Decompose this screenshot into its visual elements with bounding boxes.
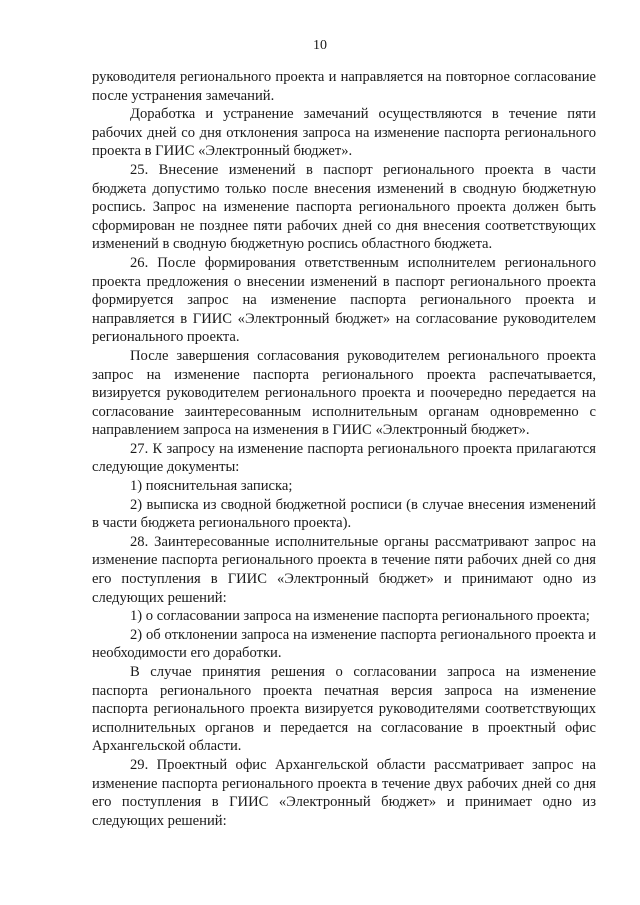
paragraph: После завершения согласования руководителем регионального проекта запрос на изменение паспорта регионального проекта распечатывается, визируется руководителем регионального проекта и поочередно передается на согласование заинтересованным исполнительным органам одновременно с направлением запроса на изменения в ГИИС «Электронный бюджет».	[92, 347, 596, 439]
paragraph: Доработка и устранение замечаний осуществляются в течение пяти рабочих дней со дня отклонения запроса на изменение паспорта регионального проекта в ГИИС «Электронный бюджет».	[92, 106, 596, 160]
list-item: 1) пояснительная записка;	[130, 478, 293, 495]
paragraph: 27. К запросу на изменение паспорта регионального проекта прилагаются следующие документы:	[92, 440, 596, 476]
paragraph: 25. Внесение изменений в паспорт регионального проекта в части бюджета допустимо только после внесения изменений в сводную бюджетную роспись. Запрос на изменение паспорта регионального проекта должен быть сформирован не позднее пяти рабочих дней со дня внесения соответствующих изменений в сводную бюджетную роспись областного бюджета.	[92, 161, 596, 253]
list-item: 1) о согласовании запроса на изменение паспорта регионального проекта;	[130, 608, 590, 625]
list-item: 2) выписка из сводной бюджетной росписи (в случае внесения изменений в части бюджета регионального проекта).	[92, 496, 596, 532]
paragraph: 28. Заинтересованные исполнительные органы рассматривают запрос на изменение паспорта регионального проекта в течение пяти рабочих дней со дня его поступления в ГИИС «Электронный бюджет» и принимают одно из следующих решений:	[92, 533, 596, 606]
list-item: 2) об отклонении запроса на изменение паспорта регионального проекта и необходимости его доработки.	[92, 626, 596, 662]
document-body	[92, 68, 596, 830]
paragraph: 29. Проектный офис Архангельской области рассматривает запрос на изменение паспорта регионального проекта в течение двух рабочих дней со дня его поступления в ГИИС «Электронный бюджет» и принимает одно из следующих решений:	[92, 756, 596, 829]
paragraph: 26. После формирования ответственным исполнителем регионального проекта предложения о внесении изменений в паспорт регионального проекта формируется запрос на изменение паспорта регионального проекта и направляется в ГИИС «Электронный бюджет» на согласование руководителем регионального проекта.	[92, 254, 596, 346]
paragraph: руководителя регионального проекта и направляется на повторное согласование после устранения замечаний.	[92, 69, 596, 104]
page-number: 10	[313, 38, 327, 53]
paragraph: В случае принятия решения о согласовании запроса на изменение паспорта регионального проекта печатная версия запроса на изменение паспорта регионального проекта визируется руководителями соответствующих исполнительных органов и передается на согласование в проектный офис Архангельской области.	[92, 664, 596, 755]
